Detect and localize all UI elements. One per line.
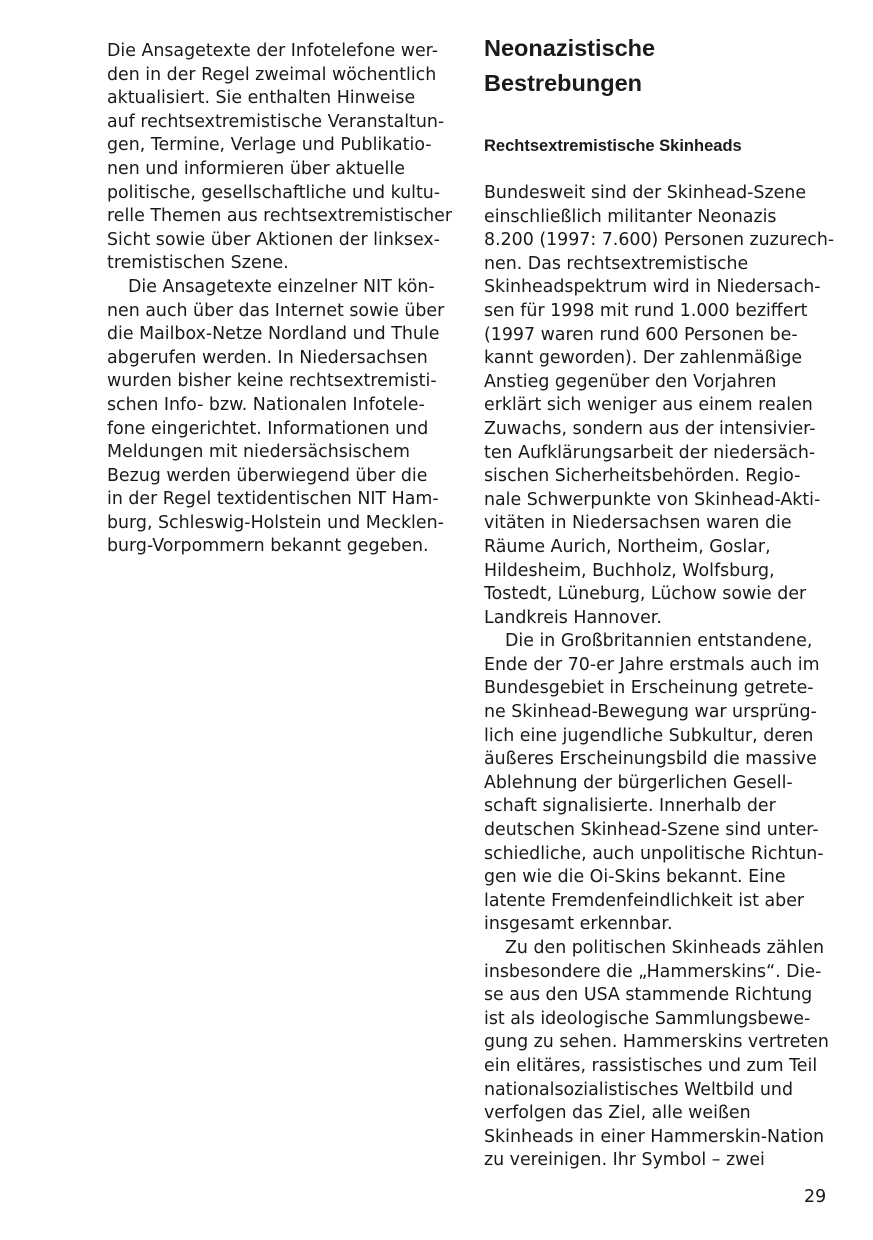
text-line: lich eine jugendliche Subkultur, deren: [484, 725, 814, 746]
text-line: schiedliche, auch unpolitische Richtun-: [484, 843, 824, 864]
left-paragraph-2: [107, 276, 452, 559]
text-line: nale Schwerpunkte von Skinhead-Akti-: [484, 489, 821, 510]
text-line: Anstieg gegenüber den Vorjahren: [484, 371, 777, 392]
heading-line: Bestrebungen: [484, 70, 642, 96]
text-line: fone eingerichtet. Informationen und: [107, 418, 429, 439]
text-line: sen für 1998 mit rund 1.000 beziffert: [484, 300, 808, 321]
text-line: nen. Das rechtsextremistische: [484, 253, 749, 274]
text-line: die Mailbox-Netze Nordland und Thule: [107, 324, 440, 345]
text-line: Bundesgebiet in Erscheinung getrete-: [484, 678, 814, 699]
text-line: Bezug werden überwiegend über die: [107, 465, 428, 486]
text-line: latente Fremdenfeindlichkeit ist aber: [484, 890, 805, 911]
text-line: Hildesheim, Buchholz, Wolfsburg,: [484, 560, 775, 581]
text-line: Sicht sowie über Aktionen der linksex-: [107, 229, 440, 250]
text-line: Zuwachs, sondern aus der intensivier-: [484, 418, 816, 439]
text-line: einschließlich militanter Neonazis: [484, 206, 777, 227]
section-heading: [484, 31, 829, 101]
text-line: zu vereinigen. Ihr Symbol – zwei: [484, 1150, 765, 1171]
text-line: Ablehnung der bürgerlichen Gesell-: [484, 772, 793, 793]
left-paragraph-1: [107, 40, 452, 276]
text-line: gen, Termine, Verlage und Publikatio-: [107, 135, 432, 156]
text-line: nen auch über das Internet sowie über: [107, 300, 445, 321]
page-number: 29: [804, 1187, 827, 1207]
text-line: insgesamt erkennbar.: [484, 914, 673, 935]
text-line: (1997 waren rund 600 Personen be-: [484, 324, 798, 345]
text-line: Meldungen mit niedersächsischem: [107, 442, 410, 463]
text-line: Die Ansagetexte einzelner NIT kön-: [128, 276, 435, 297]
subsection-heading: Rechtsextremistische Skinheads: [484, 137, 742, 155]
text-line: den in der Regel zweimal wöchentlich: [107, 64, 437, 85]
text-line: wurden bisher keine rechtsextremisti-: [107, 371, 437, 392]
text-line: auf rechtsextremistische Veranstaltun-: [107, 111, 445, 132]
text-line: 8.200 (1997: 7.600) Personen zuzurech-: [484, 230, 835, 251]
right-paragraph-2: [484, 630, 829, 937]
text-line: deutschen Skinhead-Szene sind unter-: [484, 820, 819, 841]
text-line: ne Skinhead-Bewegung war ursprüng-: [484, 702, 817, 723]
text-line: insbesondere die „Hammerskins“. Die-: [484, 961, 822, 982]
heading-line: Neonazistische: [484, 35, 656, 61]
text-line: Die in Großbritannien entstandene,: [505, 631, 813, 652]
text-line: tremistischen Szene.: [107, 253, 289, 274]
text-line: gen wie die Oi-Skins bekannt. Eine: [484, 867, 786, 888]
text-line: in der Regel textidentischen NIT Ham-: [107, 489, 439, 510]
text-line: nen und informieren über aktuelle: [107, 158, 405, 179]
text-line: ten Aufklärungsarbeit der niedersäch-: [484, 442, 816, 463]
text-line: nationalsozialistisches Weltbild und: [484, 1079, 793, 1100]
text-line: vitäten in Niedersachsen waren die: [484, 513, 792, 534]
text-line: äußeres Erscheinungsbild die massive: [484, 749, 817, 770]
right-paragraph-3: [484, 937, 829, 1173]
left-column: [107, 40, 452, 559]
text-line: gung zu sehen. Hammerskins vertreten: [484, 1032, 829, 1053]
right-paragraph-1: [484, 182, 835, 630]
text-line: Die Ansagetexte der Infotelefone wer-: [107, 41, 438, 61]
text-line: ein elitäres, rassistisches und zum Teil: [484, 1055, 818, 1076]
text-line: Zu den politischen Skinheads zählen: [505, 938, 824, 958]
text-line: Ende der 70-er Jahre erstmals auch im: [484, 654, 820, 675]
text-line: kannt geworden). Der zahlenmäßige: [484, 348, 803, 369]
text-line: schaft signalisierte. Innerhalb der: [484, 796, 776, 817]
text-line: Landkreis Hannover.: [484, 607, 662, 628]
text-line: ist als ideologische Sammlungsbewe-: [484, 1008, 811, 1029]
text-line: abgerufen werden. In Niedersachsen: [107, 347, 428, 368]
text-line: relle Themen aus rechtsextremistischer: [107, 206, 453, 227]
text-line: verfolgen das Ziel, alle weißen: [484, 1103, 751, 1124]
text-line: burg, Schleswig-Holstein und Mecklen-: [107, 512, 444, 533]
text-line: Tostedt, Lüneburg, Lüchow sowie der: [484, 584, 807, 605]
text-line: Skinheadspektrum wird in Niedersach-: [484, 277, 821, 298]
text-line: sischen Sicherheitsbehörden. Regio-: [484, 466, 801, 487]
text-line: Räume Aurich, Northeim, Goslar,: [484, 536, 771, 557]
text-line: Skinheads in einer Hammerskin-Nation: [484, 1126, 824, 1147]
text-line: burg-Vorpommern bekannt gegeben.: [107, 536, 429, 557]
text-line: politische, gesellschaftliche und kultu-: [107, 182, 441, 203]
text-line: schen Info- bzw. Nationalen Infotele-: [107, 394, 425, 415]
right-column: [484, 35, 835, 1173]
text-line: aktualisiert. Sie enthalten Hinweise: [107, 88, 416, 109]
text-line: erklärt sich weniger aus einem realen: [484, 395, 813, 416]
text-line: se aus den USA stammende Richtung: [484, 985, 813, 1006]
text-line: Bundesweit sind der Skinhead-Szene: [484, 183, 807, 203]
